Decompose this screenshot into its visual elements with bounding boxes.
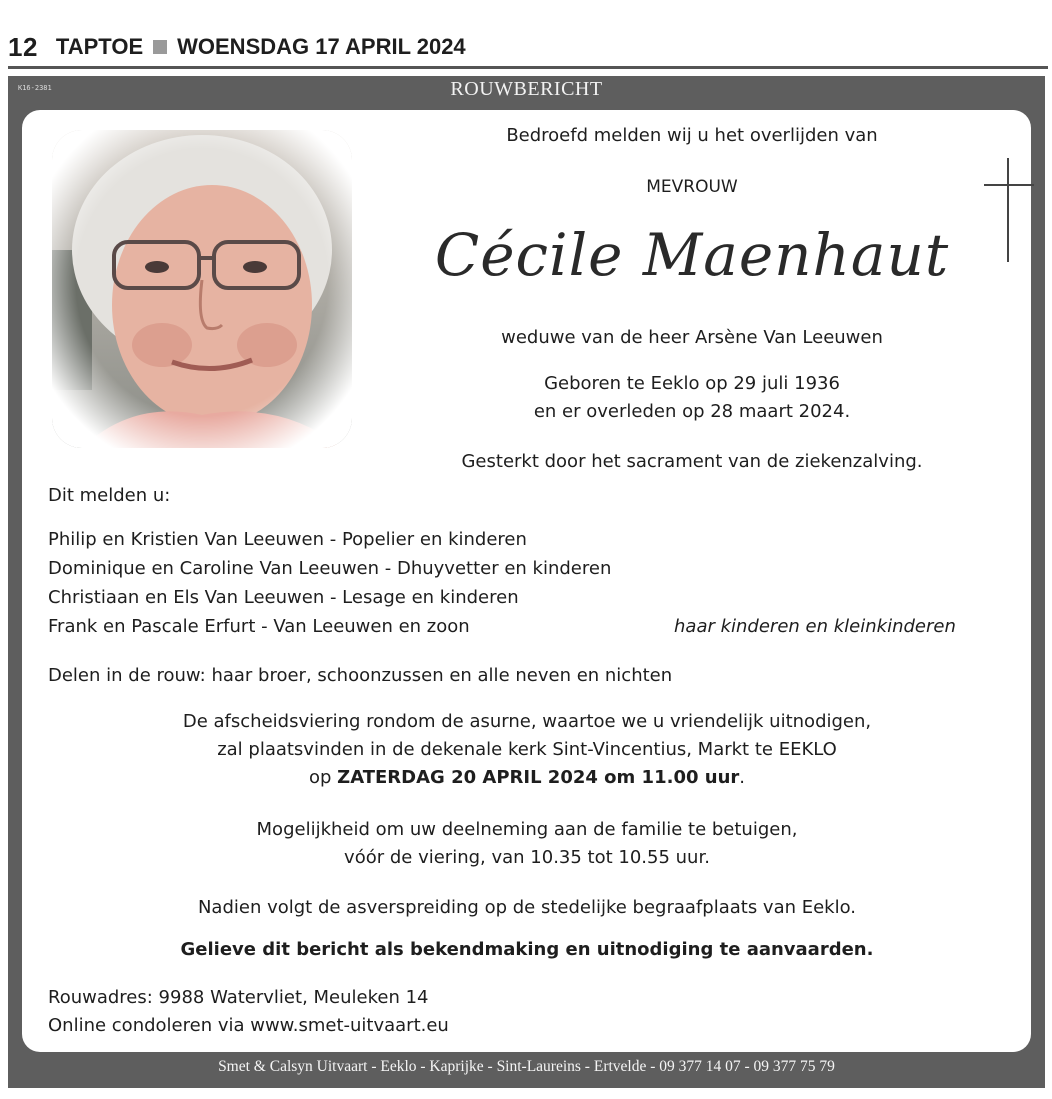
ad-code: K16-2381 bbox=[18, 84, 52, 92]
portrait-photo bbox=[52, 130, 352, 448]
family-line: Christiaan en Els Van Leeuwen - Lesage en kinderen bbox=[48, 587, 519, 608]
ceremony-datetime: ZATERDAG 20 APRIL 2024 om 11.00 uur bbox=[337, 767, 740, 788]
deceased-name: Cécile Maenhaut bbox=[434, 221, 950, 289]
condolence-line-2: vóór de viering, van 10.35 tot 10.55 uur. bbox=[344, 847, 710, 868]
ceremony-line-1: De afscheidsviering rondom de asurne, waartoe we u vriendelijk uitnodigen, bbox=[182, 711, 872, 732]
family-caption: haar kinderen en kleinkinderen bbox=[674, 616, 956, 637]
family-line: Dominique en Caroline Van Leeuwen - Dhuyvetter en kinderen bbox=[48, 558, 612, 579]
announcers-label: Dit melden u: bbox=[48, 485, 171, 506]
birth-info: Geboren te Eeklo op 29 juli 1936 bbox=[544, 373, 840, 394]
page-number: 12 bbox=[8, 31, 38, 62]
online-condolence: Online condoleren via www.smet-uitvaart.eu bbox=[48, 1015, 449, 1036]
funeral-home-footer: Smet & Calsyn Uitvaart - Eeklo - Kaprijke - Sint-Laureins - Ertvelde - 09 377 14 07 - 09 377 75 79 bbox=[218, 1058, 835, 1075]
intro-text: Bedroefd melden wij u het overlijden van bbox=[506, 125, 878, 146]
family-line: Frank en Pascale Erfurt - Van Leeuwen en zoon bbox=[48, 616, 470, 637]
family-line: Philip en Kristien Van Leeuwen - Popelier en kinderen bbox=[48, 529, 527, 550]
obituary-card bbox=[22, 110, 1031, 1052]
ceremony-suffix: . bbox=[739, 767, 746, 788]
obituary-header: ROUWBERICHT bbox=[450, 78, 603, 100]
obituary-frame bbox=[8, 76, 1045, 1088]
condolence-line-1: Mogelijkheid om uw deelneming aan de familie te betuigen, bbox=[256, 819, 798, 840]
masthead-rule bbox=[8, 66, 1048, 69]
sacrament-note: Gesterkt door het sacrament van de ziekenzalving. bbox=[461, 451, 923, 472]
widow-of: weduwe van de heer Arsène Van Leeuwen bbox=[501, 327, 883, 348]
masthead bbox=[8, 28, 1048, 66]
ashes-note: Nadien volgt de asverspreiding op de stedelijke begraafplaats van Eeklo. bbox=[197, 897, 857, 918]
ceremony-prefix: op bbox=[308, 767, 338, 788]
request-note: Gelieve dit bericht als bekendmaking en uitnodiging te aanvaarden. bbox=[180, 939, 874, 960]
issue-date: WOENSDAG 17 APRIL 2024 bbox=[177, 34, 466, 59]
ceremony-line-2: zal plaatsvinden in de dekenale kerk Sint-Vincentius, Markt te EEKLO bbox=[217, 739, 837, 760]
mourning-address: Rouwadres: 9988 Watervliet, Meuleken 14 bbox=[48, 987, 429, 1008]
death-info: en er overleden op 28 maart 2024. bbox=[533, 401, 851, 422]
newspaper-name: TAPTOE bbox=[55, 34, 144, 59]
mourning-line: Delen in de rouw: haar broer, schoonzussen en alle neven en nichten bbox=[48, 665, 673, 686]
honorific: MEVROUW bbox=[646, 177, 738, 197]
ceremony-line-3 bbox=[42, 766, 1012, 789]
separator-square-icon bbox=[153, 40, 167, 54]
